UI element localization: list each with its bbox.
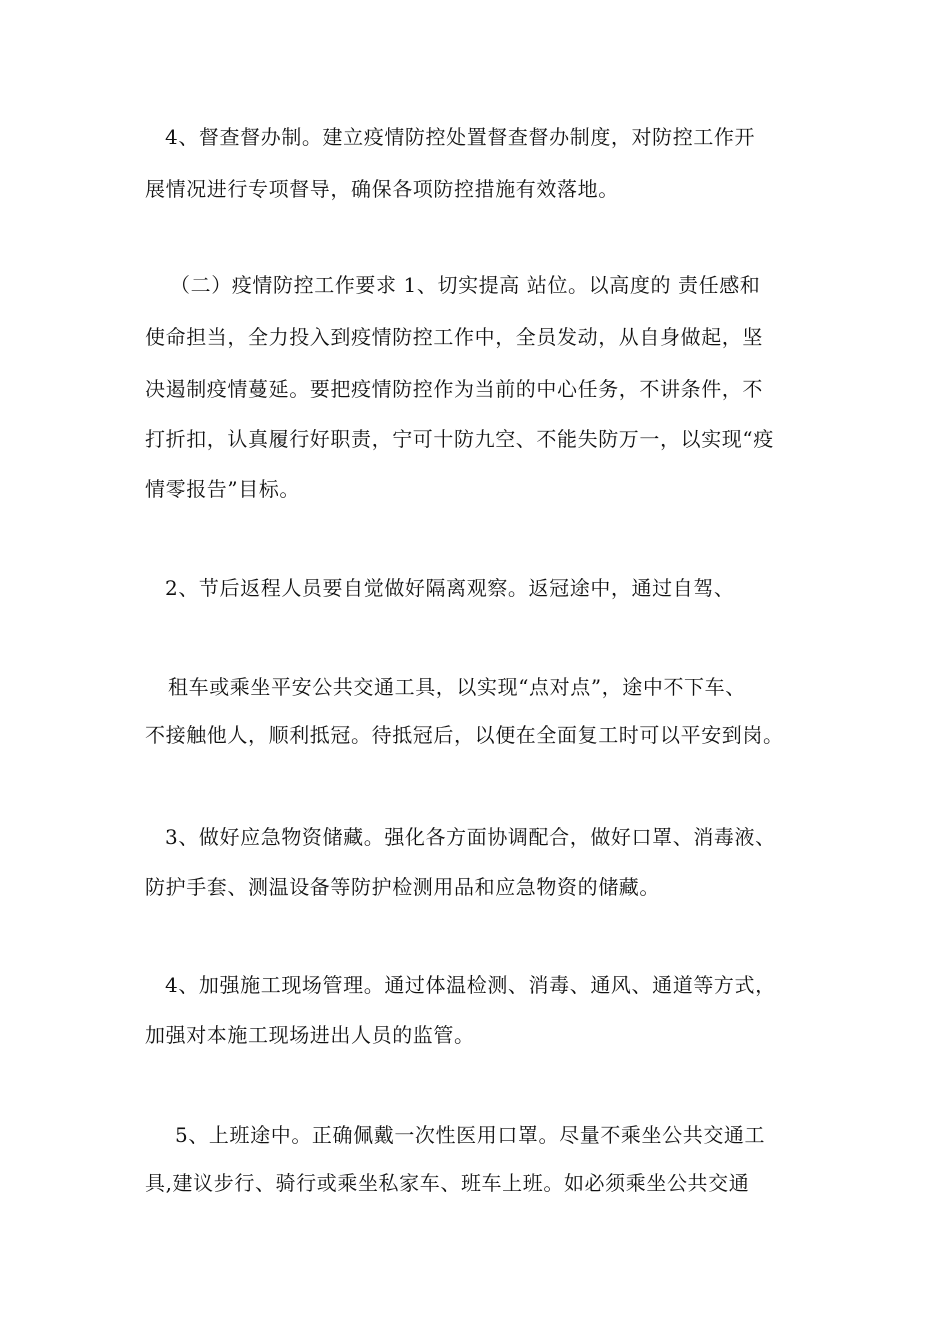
text-line: 打折扣，认真履行好职责，宁可十防九空、不能失防万一，以实现“疫	[145, 427, 774, 451]
text-line: 租车或乘坐平安公共交通工具，以实现“点对点”，途中不下车、	[168, 675, 746, 699]
text-line: 使命担当，全力投入到疫情防控工作中，全员发动，从自身做起，坚	[145, 325, 763, 349]
text-line: 4、加强施工现场管理。通过体温检测、消毒、通风、通道等方式，	[165, 973, 776, 997]
text-line: 4、督查督办制。建立疫情防控处置督查督办制度，对防控工作开	[165, 125, 756, 149]
text-line: 决遏制疫情蔓延。要把疫情防控作为当前的中心任务，不讲条件，不	[145, 377, 763, 401]
text-line: 具,建议步行、骑行或乘坐私家车、班车上班。如必须乘坐公共交通	[145, 1171, 750, 1195]
text-line: 展情况进行专项督导，确保各项防控措施有效落地。	[145, 177, 619, 201]
text-line: 情零报告”目标。	[145, 477, 301, 501]
text-line: 不接触他人，顺利抵冠。待抵冠后，以便在全面复工时可以平安到岗。	[145, 723, 784, 747]
text-line: 5、上班途中。正确佩戴一次性医用口罩。尽量不乘坐公共交通工	[175, 1123, 766, 1147]
text-line: 加强对本施工现场进出人员的监管。	[145, 1023, 475, 1047]
text-line: （二）疫情防控工作要求 1、切实提高 站位。以高度的 责任感和	[170, 273, 761, 297]
text-line: 3、做好应急物资储藏。强化各方面协调配合，做好口罩、消毒液、	[165, 825, 776, 849]
text-line: 防护手套、测温设备等防护检测用品和应急物资的储藏。	[145, 875, 660, 899]
text-line: 2、节后返程人员要自觉做好隔离观察。返冠途中，通过自驾、	[165, 576, 735, 600]
